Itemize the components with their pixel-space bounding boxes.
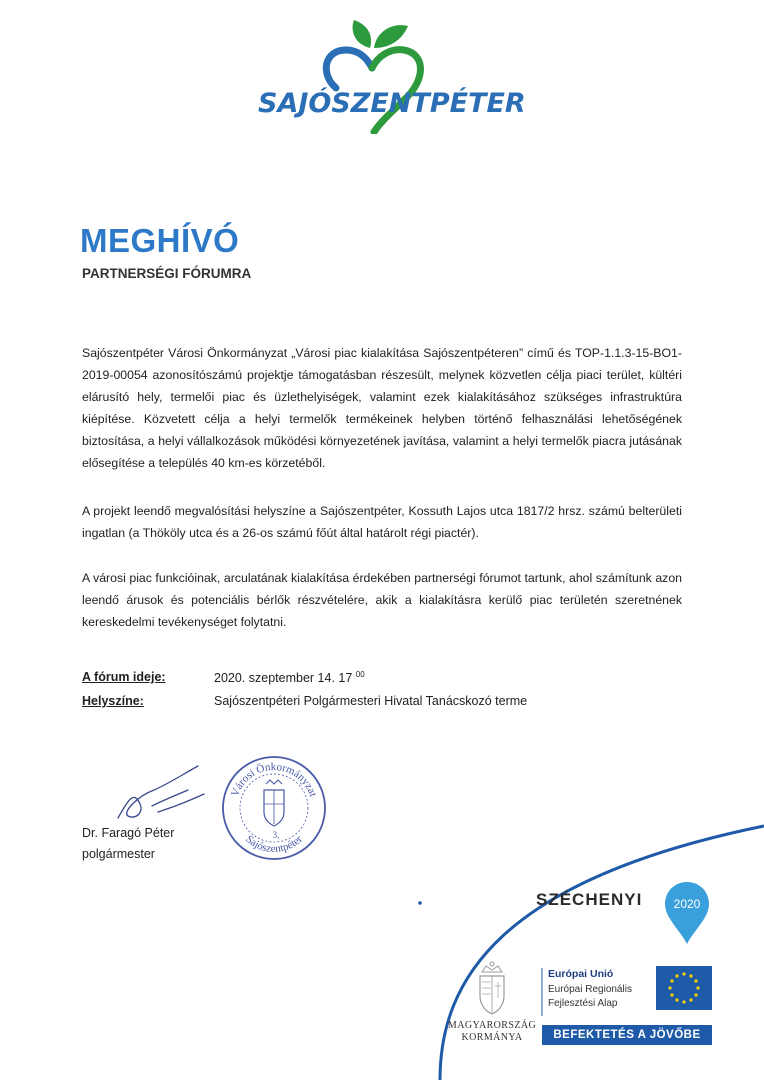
forum-place-value: Sajószentpéteri Polgármesteri Hivatal Tanácskozó terme — [214, 694, 528, 708]
logo-leaf-left — [353, 20, 371, 48]
government-label — [436, 1020, 548, 1044]
body-paragraph-2: A projekt leendő megvalósítási helyszíne a Sajószentpéter, Kossuth Lajos utca 1817/2 hrsz. számú belterületi ingatlan (a Thököly utca és a 26-os számú főút által határolt régi piactér). — [82, 504, 682, 540]
page-title: MEGHÍVÓ — [80, 222, 240, 259]
eu-banner: BEFEKTETÉS A JÖVŐBE — [542, 1025, 712, 1045]
body-paragraph-1: Sajószentpéter Városi Önkormányzat „Városi piac kialakítása Sajószentpéteren” című és TOP-1.1.3-15-BO1-2019-00054 azonosítószámú projektje támogatásban részesült, melynek közvetlen célja piaci terület, kültéri elárusító hely, termelői piac és üzlethelyiségek, valamint ezek kialakításához szükséges infrastruktúra kiépítése. Közvetett célja a helyi termelők termékeinek helyben történő felhasználási lehetőségének biztosítása, a helyi vállalkozások működési környezetének javítása, valamint a helyi termelők piacra jutásának elősegítése a település 40 km-es körzetéből. — [82, 346, 682, 470]
svg-text:3.: 3. — [272, 830, 280, 840]
government-label-line2: KORMÁNYA — [461, 1032, 523, 1043]
official-stamp — [220, 754, 328, 862]
government-label-line1: MAGYARORSZÁG — [447, 1020, 537, 1031]
forum-date-value — [214, 670, 365, 685]
logo-wordmark: SAJÓSZENTPÉTER — [258, 88, 526, 119]
forum-date-text: 2020. szeptember 14. 17 — [214, 671, 353, 685]
eu-flag-icon — [656, 966, 712, 1010]
forum-place-label: Helyszíne: — [82, 694, 144, 708]
logo-heart-blue — [326, 50, 372, 88]
szechenyi-2020-pin-icon — [662, 880, 712, 946]
signer-title: polgármester — [82, 847, 155, 861]
eu-label-line3: Fejlesztési Alap — [548, 998, 618, 1009]
eu-label-line2: Európai Regionális — [548, 984, 632, 995]
forum-date-minutes: 00 — [355, 670, 365, 679]
hungarian-coat-of-arms-icon — [473, 958, 511, 1016]
body-paragraph-3: A városi piac funkcióinak, arculatának kialakítása érdekében partnerségi fórumot tartunk, ahol számítunk azon leendő árusok és potenciális bérlők részvételére, akik a kialakításra kerülő piac területén szeretnének kereskedelmi tevékenységet folytatni. — [82, 571, 682, 629]
logo-leaf-right — [374, 25, 408, 48]
forum-date-label: A fórum ideje: — [82, 670, 166, 684]
page-subtitle: PARTNERSÉGI FÓRUMRA — [82, 266, 252, 281]
svg-text:Városi Önkormányzat: Városi Önkormányzat — [229, 760, 320, 799]
handwritten-signature — [108, 760, 213, 830]
szechenyi-label: SZÉCHENYI — [536, 890, 643, 909]
eu-label-line1: Európai Unió — [548, 968, 614, 980]
svg-text:Sajószentpéter: Sajószentpéter — [243, 833, 305, 856]
signer-name: Dr. Faragó Péter — [82, 826, 175, 840]
szechenyi-year: 2020 — [673, 897, 701, 911]
